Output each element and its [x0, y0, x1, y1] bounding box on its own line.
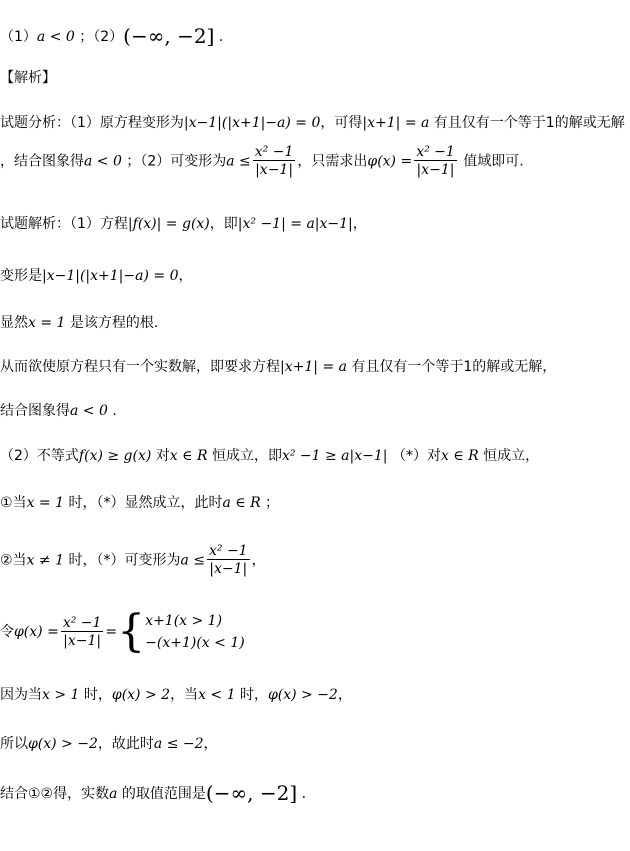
- text: 试题分析：（1）原方程变形为: [0, 115, 184, 131]
- analysis-line-1: [0, 113, 625, 133]
- text: 对: [151, 448, 170, 464]
- text: （*）对: [387, 448, 441, 464]
- piecewise-definition: [0, 606, 245, 657]
- math: x ∈ R: [169, 448, 208, 464]
- text: 结合图象得: [0, 403, 70, 419]
- text: ，即: [209, 216, 238, 232]
- text: ①当: [0, 495, 27, 511]
- math: a < 0: [84, 153, 122, 170]
- fraction: [207, 543, 250, 578]
- math: |x+1| = a: [362, 115, 430, 131]
- denominator: |x−1|: [63, 632, 102, 649]
- math: a ≤ −2: [153, 736, 204, 752]
- numerator: x² −1: [254, 144, 294, 160]
- solution-line-6: [0, 446, 539, 466]
- text: 试题解析：（1）方程: [0, 216, 128, 232]
- conclusion-line: [0, 783, 306, 804]
- fraction: [253, 144, 296, 179]
- solution-line-8: [0, 543, 266, 578]
- math: φ(x) > −2: [267, 687, 338, 703]
- math: φ(x) =: [367, 153, 413, 170]
- text: 时，（*）可变形为: [64, 552, 181, 569]
- text: 结合①②得，实数: [0, 786, 110, 802]
- solution-line-2: [0, 266, 192, 286]
- text: 恒成立，: [478, 448, 540, 464]
- numerator: x² −1: [62, 614, 102, 631]
- math: |x² −1| = a|x−1|: [237, 216, 353, 232]
- text: ，: [251, 552, 266, 569]
- math: |f(x)| = g(x): [127, 216, 210, 232]
- text: ；（2）可变形为: [121, 153, 227, 170]
- math: x = 1: [26, 495, 64, 511]
- math: |x−1|(|x+1|−a) = 0: [183, 115, 321, 131]
- case-1: x+1(x > 1): [145, 613, 223, 629]
- text: 有且仅有一个等于1的解或无解: [429, 115, 625, 131]
- math: x < 1: [198, 687, 236, 703]
- text: 时，: [235, 687, 268, 703]
- text: 时，: [79, 687, 112, 703]
- analysis-line-2: [0, 144, 524, 179]
- text: 恒成立，即: [207, 448, 282, 464]
- numerator: x² −1: [416, 144, 455, 160]
- math: a < 0: [36, 29, 75, 45]
- text: .: [214, 29, 224, 45]
- text: ，结合图象得: [0, 153, 84, 170]
- text: .: [297, 786, 307, 802]
- section-heading: 【解析】: [0, 70, 56, 86]
- cases: [145, 610, 245, 654]
- math: a ≤: [226, 153, 251, 170]
- math: (−∞, −2]: [205, 781, 298, 805]
- text: ，故此时: [97, 736, 154, 752]
- text: 所以: [0, 736, 28, 752]
- text: ，: [203, 736, 218, 752]
- text: ，只需求出: [297, 153, 368, 170]
- text: 显然: [0, 315, 28, 331]
- text: 是该方程的根.: [65, 315, 159, 331]
- solution-line-5: [0, 401, 117, 421]
- case-2: −(x+1)(x < 1): [145, 635, 245, 651]
- text: （1）: [0, 29, 37, 45]
- text: ，: [178, 268, 193, 284]
- denominator: |x−1|: [255, 162, 294, 178]
- denominator: |x−1|: [209, 561, 248, 577]
- solution-line-3: [0, 313, 158, 333]
- text: 从而欲使原方程只有一个实数解，即要求方程: [0, 359, 280, 375]
- math: (−∞, −2]: [123, 24, 215, 48]
- math: φ(x) > 2: [111, 687, 171, 703]
- text: 的取值范围是: [117, 786, 206, 802]
- math: a: [109, 786, 118, 802]
- text: 因为当: [0, 687, 42, 703]
- text: .: [107, 403, 117, 419]
- text: 变形是: [0, 268, 42, 284]
- denominator: |x−1|: [416, 162, 455, 178]
- answer-line: [0, 26, 223, 47]
- left-brace: {: [117, 606, 146, 657]
- math: x > 1: [42, 687, 80, 703]
- math: a < 0: [70, 403, 108, 419]
- math: a ∈ R: [222, 495, 261, 511]
- math: x ≠ 1: [26, 552, 64, 569]
- numerator: x² −1: [208, 543, 248, 559]
- fraction: [414, 144, 457, 179]
- text: 值域即可.: [458, 153, 524, 170]
- math: a ≤: [180, 552, 205, 569]
- math: |x−1|(|x+1|−a) = 0: [42, 268, 179, 284]
- math: x ∈ R: [440, 448, 479, 464]
- math: x = 1: [28, 315, 66, 331]
- text: ；: [260, 495, 280, 511]
- text: ，: [352, 216, 367, 232]
- text: ，可得: [320, 115, 363, 131]
- solution-line-9: [0, 685, 352, 705]
- text: （2）不等式: [0, 448, 79, 464]
- text: 令: [0, 624, 14, 640]
- math: =: [105, 624, 118, 640]
- solution-line-1: [0, 214, 367, 234]
- text: 时，（*）显然成立，此时: [64, 495, 223, 511]
- text: ；（2）: [74, 29, 124, 45]
- text: ，当: [170, 687, 199, 703]
- fraction: [61, 615, 104, 650]
- solution-line-10: [0, 734, 218, 754]
- text: 有且仅有一个等于1的解或无解，: [346, 359, 557, 375]
- math: x² −1 ≥ a|x−1|: [281, 448, 388, 464]
- math: φ(x) > −2: [28, 736, 98, 752]
- solution-line-4: [0, 357, 556, 377]
- math: f(x) ≥ g(x): [78, 448, 152, 464]
- math: |x+1| = a: [280, 359, 347, 375]
- text: ②当: [0, 552, 27, 569]
- text: ，: [337, 687, 352, 703]
- solution-line-7: [0, 493, 279, 513]
- math: φ(x) =: [14, 624, 59, 640]
